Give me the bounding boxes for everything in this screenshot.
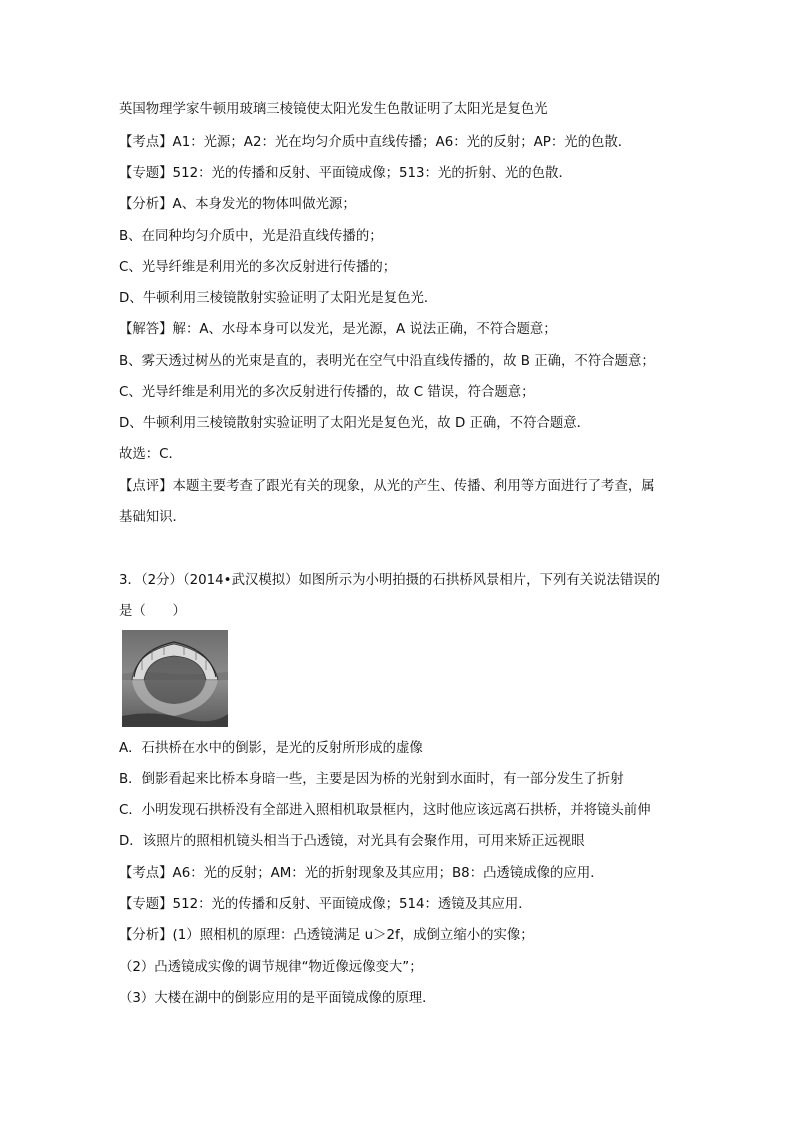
dianping-line-1: 【点评】本题主要考查了跟光有关的现象，从光的产生、传播、利用等方面进行了考查，属 <box>119 479 655 494</box>
intro-line: 英国物理学家牛顿用玻璃三棱镜使太阳光发生色散证明了太阳光是复色光 <box>119 102 548 117</box>
fenxi-c-line: C、光导纤维是利用光的多次反射进行传播的； <box>119 260 397 275</box>
jieda-c-line: C、光导纤维是利用光的多次反射进行传播的，故 C 错误，符合题意； <box>119 385 535 400</box>
answer-line: 故选：C． <box>119 447 182 462</box>
q3-fenxi-line-3: （3）大楼在湖中的倒影应用的是平面镜成像的原理． <box>119 991 436 1006</box>
dianping-line-2: 基础知识． <box>119 510 186 525</box>
fenxi-b-line: B、在同种均匀介质中，光是沿直线传播的； <box>119 229 383 244</box>
stone-arch-bridge-photo <box>122 630 228 727</box>
jieda-line: 【解答】解：A、水母本身可以发光，是光源，A 说法正确，不符合题意； <box>119 322 557 337</box>
q3-kaodian-line: 【考点】A6：光的反射；AM：光的折射现象及其应用；B8：凸透镜成像的应用． <box>119 866 604 881</box>
q3-fenxi-line-1: 【分析】(1）照相机的原理：凸透镜满足 u＞2f，成倒立缩小的实像； <box>119 928 534 943</box>
fenxi-line: 【分析】A、本身发光的物体叫做光源； <box>119 197 356 212</box>
zhuanti-line: 【专题】512：光的传播和反射、平面镜成像；513：光的折射、光的色散． <box>119 166 572 181</box>
option-d: D．该照片的照相机镜头相当于凸透镜，对光具有会聚作用，可用来矫正远视眼 <box>119 834 585 849</box>
q3-fenxi-line-2: （2）凸透镜成实像的调节规律“物近像远像变大”； <box>119 960 423 975</box>
jieda-b-line: B、雾天透过树丛的光束是直的，表明光在空气中沿直线传播的，故 B 正确，不符合题意； <box>119 354 655 369</box>
kaodian-line: 【考点】A1：光源；A2：光在均匀介质中直线传播；A6：光的反射；AP：光的色散． <box>119 135 632 150</box>
fenxi-d-line: D、牛顿利用三棱镜散射实验证明了太阳光是复色光． <box>119 291 438 306</box>
option-c: C．小明发现石拱桥没有全部进入照相机取景框内，这时他应该远离石拱桥，并将镜头前伸 <box>119 803 651 818</box>
question-stem-line-1: 3．（2分）（2014•武汉模拟）如图所示为小明拍摄的石拱桥风景相片，下列有关说法错误的 <box>119 573 661 588</box>
option-b: B．倒影看起来比桥本身暗一些，主要是因为桥的光射到水面时，有一部分发生了折射 <box>119 772 624 787</box>
question-stem-line-2: 是（ ） <box>119 604 186 619</box>
q3-zhuanti-line: 【专题】512：光的传播和反射、平面镜成像；514：透镜及其应用． <box>119 897 532 912</box>
option-a: A．石拱桥在水中的倒影，是光的反射所形成的虚像 <box>119 741 423 756</box>
jieda-d-line: D、牛顿利用三棱镜散射实验证明了太阳光是复色光，故 D 正确，不符合题意． <box>119 416 591 431</box>
